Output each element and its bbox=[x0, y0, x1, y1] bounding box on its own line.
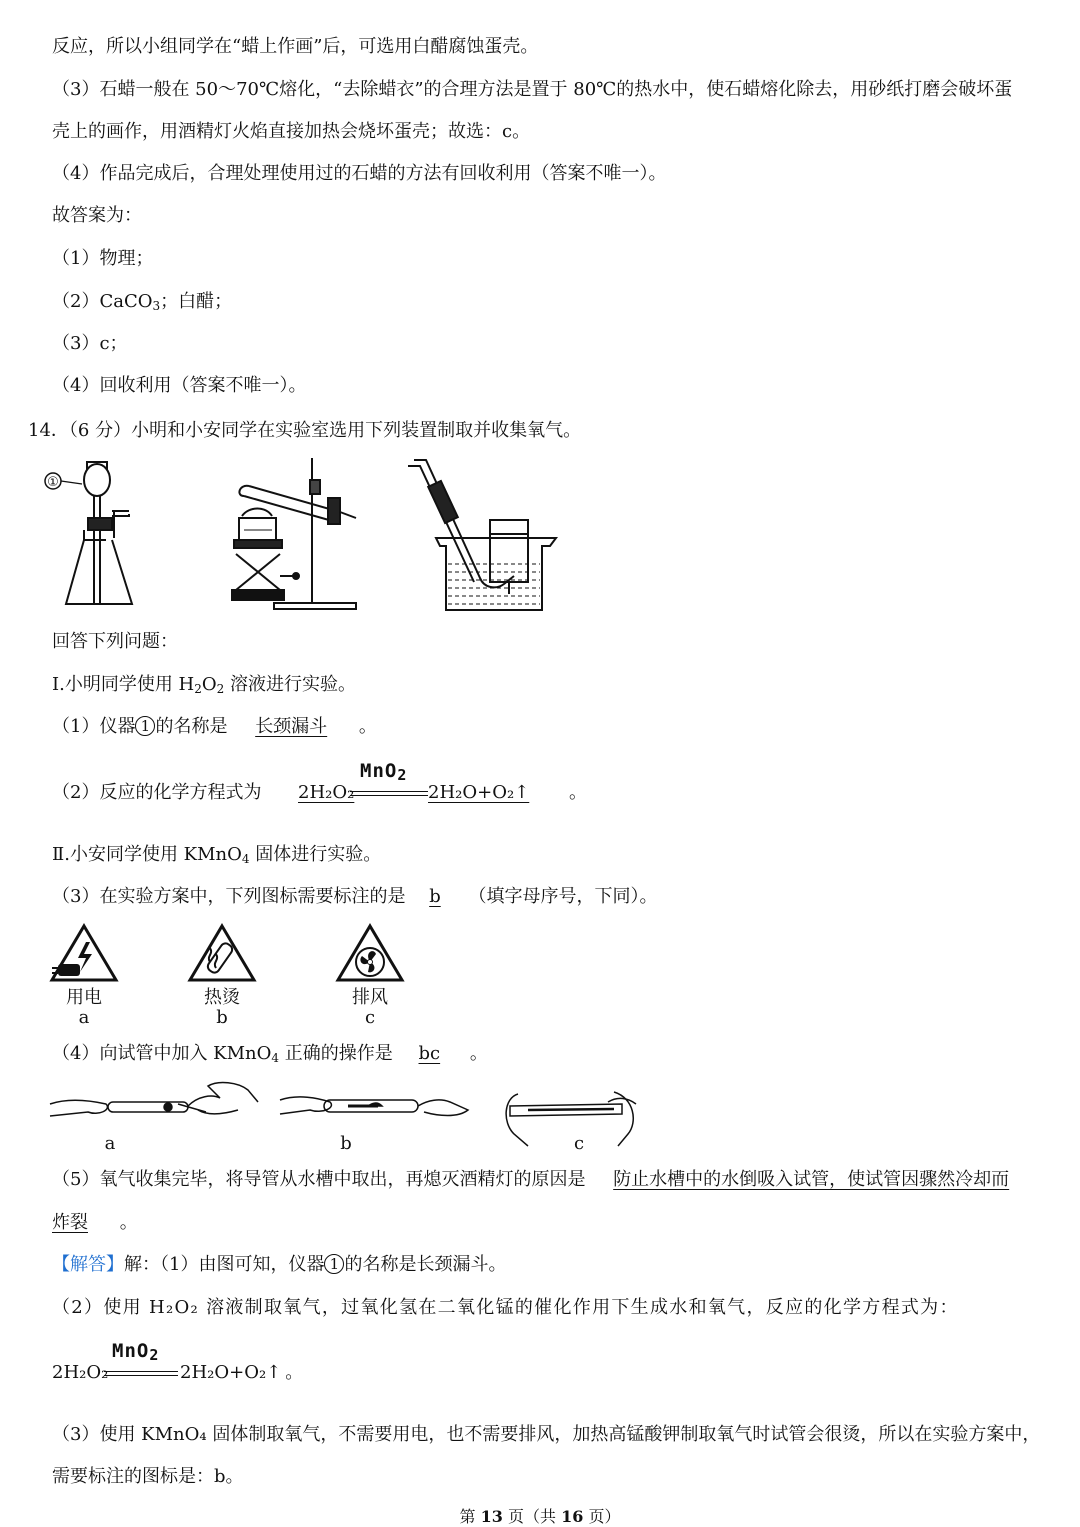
apparatus-label: ① bbox=[47, 475, 59, 490]
icon-letter: c bbox=[364, 1007, 376, 1028]
text-fragment: 正确的操作是 bbox=[279, 1043, 393, 1064]
operation-b-figure bbox=[280, 1097, 468, 1116]
subscript: 2 bbox=[397, 766, 408, 784]
answer-section-tag: 【解答】 bbox=[52, 1254, 124, 1275]
text-line: 反应，所以小组同学在“蜡上作画”后，可选用白醋腐蚀蛋壳。 bbox=[52, 36, 539, 57]
catalyst-label bbox=[360, 760, 407, 782]
text-line bbox=[52, 672, 356, 698]
catalyst-text: MnO bbox=[112, 1340, 150, 1362]
text-fragment: 的名称是 bbox=[155, 716, 228, 737]
total-pages: 16 bbox=[561, 1507, 584, 1526]
chemical-equation bbox=[428, 780, 587, 806]
answer-blank: bc bbox=[418, 1043, 441, 1064]
text-fragment: 。 bbox=[358, 716, 377, 737]
equation-rhs: 2H₂O+O₂↑ bbox=[428, 782, 530, 803]
text-fragment: Ⅰ.小明同学使用 H bbox=[52, 674, 195, 695]
operation-letter: a bbox=[104, 1133, 116, 1154]
text-fragment: （4）向试管中加入 KMnO bbox=[52, 1043, 272, 1064]
answer-blank: 防止水槽中的水倒吸入试管，使试管因骤然冷却而 bbox=[613, 1169, 1010, 1190]
subscript: 3 bbox=[152, 299, 161, 313]
heating-apparatus bbox=[232, 458, 356, 609]
text-fragment: （3）在实验方案中，下列图标需要标注的是 bbox=[52, 886, 406, 907]
equals-bar bbox=[104, 1371, 178, 1376]
text-line bbox=[52, 1041, 488, 1067]
text-line bbox=[52, 1252, 506, 1278]
icon-label: 排风 bbox=[352, 987, 388, 1008]
text-fragment: （1）仪器 bbox=[52, 716, 136, 737]
chemical-equation bbox=[180, 1360, 303, 1386]
subscript: 2 bbox=[149, 1346, 160, 1364]
text-line: 回答下列问题： bbox=[52, 631, 178, 652]
text-fragment: O bbox=[201, 674, 217, 695]
subscript: 2 bbox=[216, 682, 225, 696]
text-line bbox=[52, 714, 377, 740]
text-line bbox=[52, 842, 381, 868]
operation-letter: c bbox=[573, 1133, 585, 1154]
text-fragment: 。 bbox=[469, 1043, 488, 1064]
text-line: （3）石蜡一般在 50～70℃熔化，“去除蜡衣”的合理方法是置于 80℃的热水中，使石蜡熔化除去，用砂纸打磨会破坏蛋 bbox=[52, 79, 1013, 100]
subscript: 2 bbox=[194, 682, 202, 696]
answer-blank: 炸裂 bbox=[52, 1212, 88, 1233]
hot-surface-icon bbox=[186, 922, 258, 986]
conical-flask-apparatus bbox=[45, 462, 132, 604]
circled-number: 1 bbox=[135, 716, 155, 736]
text-line bbox=[52, 1167, 1009, 1193]
apparatus-figure bbox=[44, 458, 564, 618]
text-line: （3）使用 KMnO₄ 固体制取氧气，不需要用电，也不需要排风，加热高锰酸钾制取氧气时试管会很烫，所以在实验方案中， bbox=[52, 1424, 1041, 1445]
icon-letter: b bbox=[216, 1007, 228, 1028]
chemical-equation bbox=[278, 780, 354, 806]
footer-text: 页（共 bbox=[502, 1507, 562, 1526]
text-line: （2）使用 H₂O₂ 溶液制取氧气，过氧化氢在二氧化锰的催化作用下生成水和氧气，反应的化学方程式为： bbox=[52, 1297, 959, 1318]
page-number: 13 bbox=[480, 1507, 503, 1526]
text-line bbox=[52, 884, 657, 910]
question-14-title: 14．（6 分）小明和小安同学在实验室选用下列装置制取并收集氧气。 bbox=[28, 420, 582, 441]
equation-lhs: 2H₂O₂ bbox=[52, 1362, 109, 1383]
answer-blank: 长颈漏斗 bbox=[255, 716, 328, 737]
footer-text: 第 bbox=[459, 1507, 481, 1526]
subscript: 4 bbox=[241, 852, 250, 866]
text-fragment: 的名称是长颈漏斗。 bbox=[344, 1254, 507, 1275]
footer-text: 页） bbox=[583, 1507, 621, 1526]
text-fragment: 。 bbox=[569, 782, 587, 803]
equation-lhs: 2H₂O₂ bbox=[298, 782, 355, 803]
operation-a-figure bbox=[50, 1083, 258, 1116]
icon-letter: a bbox=[78, 1007, 90, 1028]
equals-bar bbox=[350, 791, 428, 796]
text-line: （1）物理； bbox=[52, 248, 154, 269]
text-line: 需要标注的图标是：b。 bbox=[52, 1466, 244, 1487]
equation-rhs: 2H₂O+O₂↑ bbox=[180, 1362, 282, 1383]
answer-blank: b bbox=[429, 886, 441, 907]
catalyst-label bbox=[112, 1340, 159, 1362]
text-line: （4）回收利用（答案不唯一）。 bbox=[52, 375, 307, 396]
text-line: （2）反应的化学方程式为 bbox=[52, 782, 262, 803]
water-trough-apparatus bbox=[408, 460, 556, 610]
icon-label: 用电 bbox=[66, 987, 102, 1008]
subscript: 4 bbox=[271, 1051, 280, 1065]
text-fragment: （2）CaCO bbox=[52, 291, 153, 312]
text-fragment: 。 bbox=[285, 1362, 304, 1383]
operation-letter: b bbox=[340, 1133, 352, 1154]
electricity-warning-icon bbox=[48, 922, 120, 986]
catalyst-text: MnO bbox=[360, 760, 398, 782]
circled-number: 1 bbox=[324, 1254, 344, 1274]
text-fragment: ；白醋； bbox=[160, 291, 233, 312]
chemical-equation bbox=[52, 1360, 108, 1386]
text-line: （4）作品完成后，合理处理使用过的石蜡的方法有回收利用（答案不唯一）。 bbox=[52, 163, 667, 184]
text-fragment: 。 bbox=[119, 1212, 138, 1233]
text-fragment: （填字母序号，下同）。 bbox=[468, 886, 658, 907]
text-line bbox=[52, 289, 232, 315]
text-fragment: Ⅱ.小安同学使用 KMnO bbox=[52, 844, 242, 865]
text-line: 故答案为： bbox=[52, 205, 142, 226]
text-fragment: 解：（1）由图可知，仪器 bbox=[124, 1254, 325, 1275]
icon-label: 热烫 bbox=[204, 987, 240, 1008]
text-fragment: （5）氧气收集完毕，将导管从水槽中取出，再熄灭酒精灯的原因是 bbox=[52, 1169, 586, 1190]
text-fragment: 固体进行实验。 bbox=[249, 844, 382, 865]
text-fragment: 溶液进行实验。 bbox=[224, 674, 357, 695]
page-footer bbox=[0, 1504, 1080, 1527]
text-line: （3）c； bbox=[52, 333, 128, 354]
ventilation-fan-icon bbox=[334, 922, 406, 986]
text-line: 壳上的画作，用酒精灯火焰直接加热会烧坏蛋壳；故选：c。 bbox=[52, 121, 531, 142]
text-line bbox=[52, 1210, 138, 1236]
